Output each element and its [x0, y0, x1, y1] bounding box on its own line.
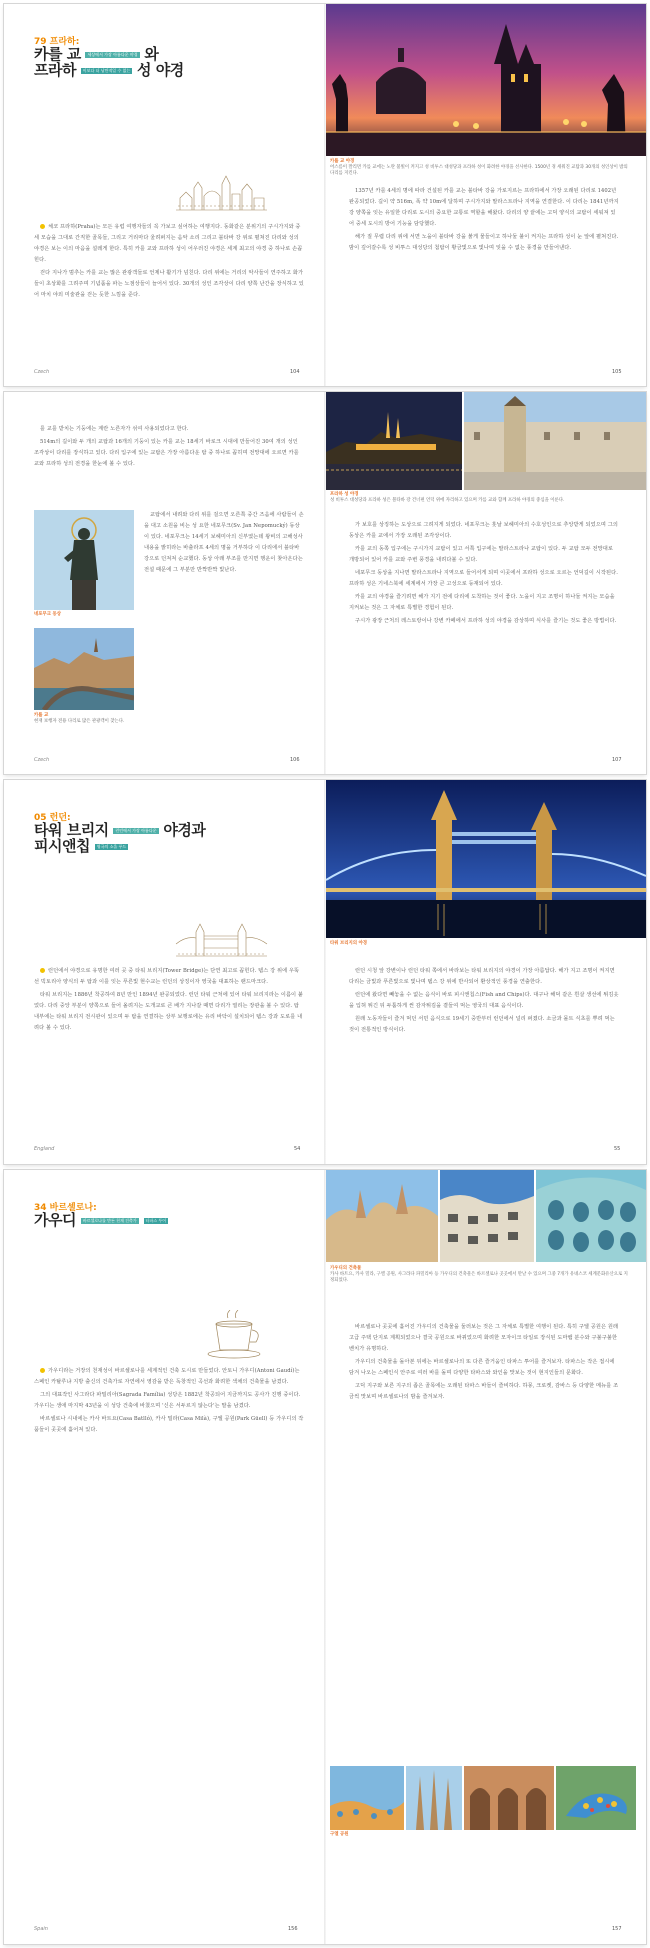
paragraph: 고딕 지구와 보른 지구의 좁은 골목에는 오래된 타파스 바들이 즐비하다. 하몽, 크로켓, 감바스 등 다양한 메뉴를 조금씩 맛보며 바르셀로나의 밤을 즐겨보자.	[349, 1383, 619, 1400]
sagrada-familia-image	[406, 1766, 462, 1830]
coffee-cup-sketch-illustration	[204, 1310, 264, 1360]
paragraph: 1357년 카를 4세의 명에 따라 건설된 카를 교는 블타바 강을 가로지르는 프라하에서 가장 오래된 다리로 1402년 완공되었다. 길이 약 516m, 폭 약 10m에 달하며 구시가지와 말라스트라나 지역을 연결한다. 이 다리는 1841년까지 강 양쪽을 잇는 유일한 다리로 도시의 중요한 교통로 역할을 해왔다. 다리의 양 끝에는 고딕 양식의 교탑이 세워져 있어 중세 도시의 방어 기능을 담당했다.	[349, 188, 619, 227]
spread-london	[4, 780, 646, 1164]
body-text-right	[349, 966, 619, 1142]
castle-night-image	[326, 392, 462, 490]
caption-text: 현재 보행자 전용 다리로 많은 관광객이 찾는다.	[34, 719, 125, 724]
photo-caption	[34, 612, 134, 618]
paragraph: 바르셀로나 시내에는 카사 바트요(Casa Batlló), 카사 밀라(Casa Milà), 구엘 공원(Park Güell) 등 가우디의 작품들이 곳곳에 흩어져 있다.	[34, 1416, 304, 1433]
caption-title: 카를 교	[34, 713, 49, 718]
bridge-day-image	[34, 628, 134, 710]
body-text-left	[34, 966, 304, 1142]
park-guell-bench-image	[330, 1766, 404, 1830]
page-number-right: 105	[612, 369, 622, 375]
paragraph: 그의 대표작인 사그라다 파밀리아(Sagrada Família) 성당은 1882년 착공되어 지금까지도 공사가 진행 중이다. 가우디는 생애 마지막 43년을 이 성당 건축에 바쳤으며 '신은 서두르지 않는다'는 말을 남겼다.	[34, 1392, 301, 1409]
charles-bridge-day-photo	[34, 628, 134, 710]
paragraph: 카를 교의 동쪽 입구에는 구시가지 교탑이 있고 서쪽 입구에는 말라스트라나 교탑이 있다. 두 교탑 모두 전망대로 개방되어 있어 카를 교와 주변 풍경을 내려다볼 수 있다.	[349, 546, 613, 563]
title-tag: 영국의 소울 푸드	[96, 843, 127, 849]
charles-bridge-image	[326, 4, 646, 156]
paragraph: 해가 질 무렵 다리 위에 서면 노을이 블타바 강을 붉게 물들이고 하나둘 불이 켜지는 프라하 성이 눈 앞에 펼쳐진다. 밤이 깊어갈수록 성 비투스 대성당의 첨탑이 황금빛으로 빛나며 잊을 수 없는 풍경을 만들어낸다.	[349, 234, 619, 251]
paragraph: 런던에서 야경으로 유명한 여러 곳 중 타워 브리지(Tower Bridge)는 단연 최고로 꼽힌다. 템스 강 위에 우뚝 선 빅토리아 양식의 두 탑과 이를 잇는 푸른빛 현수교는 런던의 상징이자 영국을 대표하는 랜드마크다.	[34, 968, 300, 985]
photo-caption	[330, 159, 630, 177]
paragraph: 체코 프라하(Praha)는 모든 유럽 여행자들의 꼭 가보고 싶어하는 여행지다. 동화같은 분위기의 구시가지와 중세 모습을 그대로 간직한 골목들, 그리고 거리마다 울려퍼지는 음악 소리 그리고 블타바 강 위로 펼쳐진 다리와 성의 야경은 보는 이의 마음을 설레게 한다. 특히 카를 교와 프라하 성이 어우러진 야경은 세계 최고의 야경 중 하나로 손꼽힌다.	[34, 224, 303, 263]
castle-square-image	[464, 392, 646, 490]
chapter-title: 카를 교 세상에서 가장 아름다운 야경 와 프라하 이보다 더 낭만적일 수 없는 성 야경	[34, 45, 184, 79]
photo-caption	[330, 941, 630, 947]
caption-text: 카사 바트요, 카사 밀라, 구엘 공원, 사그라다 파밀리아 등 가우디의 건축물은 바르셀로나 곳곳에서 만날 수 있으며 그중 7개가 유네스코 세계문화유산으로 지정되었다.	[330, 1272, 628, 1283]
salamander-mosaic-photo	[556, 1766, 636, 1830]
photo-caption	[34, 713, 134, 725]
paragraph: 걷다 지나가 멈추는 카를 교는 많은 관광객들로 언제나 활기가 넘친다. 다리 위에는 거리의 악사들이 연주하고 화가들이 초상화를 그려주며 기념품을 파는 노점상들이 늘어서 있다. 30개의 성인 조각상이 다리 양쪽 난간을 장식하고 있어 마치 야외 미술관을 걷는 듯한 느낌을 준다.	[34, 270, 304, 298]
paragraph: 런던 시청 앞 강변이나 런던 타워 쪽에서 바라보는 타워 브리지의 야경이 가장 아름답다. 해가 지고 조명이 켜지면 다리는 금빛과 푸른빛으로 빛나며 템스 강 위에 반사되어 환상적인 풍경을 연출한다.	[349, 968, 615, 985]
spread-prague-1	[4, 4, 646, 386]
paragraph: 런던에 왔다면 빼놓을 수 없는 음식이 바로 피시앤칩스(Fish and Chips)다. 대구나 해덕 같은 흰살 생선에 튀김옷을 입혀 튀긴 뒤 두툼하게 썬 감자튀김을 곁들여 먹는 영국의 대표 음식이다.	[349, 992, 619, 1009]
paragraph: 가우디라는 거장의 천재성이 바르셀로나를 세계적인 건축 도시로 만들었다. 안토니 가우디(Antoni Gaudí)는 스페인 카탈루냐 지방 출신의 건축가로 자연에서 영감을 받은 독창적인 곡선과 화려한 색채의 건축물을 남겼다.	[34, 1368, 300, 1385]
title-tag: 타파스 투어	[145, 1217, 167, 1223]
page-gutter	[324, 1170, 326, 1944]
spread-barcelona	[4, 1170, 646, 1944]
park-guell-bench-photo	[330, 1766, 404, 1830]
tower-bridge-image	[326, 780, 646, 938]
title-tag: 런던에서 가장 아름다운	[115, 827, 157, 833]
folio-country: Spain	[34, 1926, 48, 1932]
paragraph: 교탑에서 내려와 다리 위를 걸으면 오른쪽 중간 즈음에 사람들이 손을 대고 소원을 비는 성 요한 네포무크(Sv. Jan Nepomucký) 동상이 있다. 네포무크는 14세기 보헤미아의 신부였는데 왕비의 고해성사 내용을 밝히라는 바츨라프 4세의 명을 거부하다 이 다리에서 블타바 강으로 던져져 순교했다. 동상 아래 부조를 만지면 행운이 찾아온다는 전설 때문에 그 부분만 반짝반짝 빛난다.	[144, 512, 304, 573]
page-number-right: 107	[612, 757, 622, 763]
caption-text: 성 비투스 대성당과 프라하 성은 블타바 강 건너편 언덕 위에 자리하고 있으며 카를 교와 함께 프라하 야경의 중심을 이룬다.	[330, 498, 565, 503]
nepomuk-statue-photo	[34, 510, 134, 610]
paragraph: 를 교를 받치는 기둥에는 계란 노른자가 섞여 사용되었다고 한다.	[40, 426, 189, 432]
paragraph: 타워 브리지는 1886년 착공하여 8년 만인 1894년 완공되었다. 런던 타워 근처에 있어 타워 브리지라는 이름이 붙었다. 다리 중앙 부분이 양쪽으로 들어 올려지는 도개교로 큰 배가 지나갈 때면 다리가 열리는 장관을 볼 수 있다. 탑 내부에는 타워 브리지 전시관이 있으며 두 탑을 연결하는 상부 보행로에는 유리 바닥이 설치되어 템스 강과 도로를 내려다 볼 수 있다.	[34, 992, 304, 1031]
body-text-right	[349, 520, 619, 748]
paragraph: 가 보호를 상징하는 도상으로 그려지게 되었다. 네포무크는 훗날 보헤미아의 수호성인으로 추앙받게 되었으며 그의 동상은 카를 교에서 가장 오래된 조각상이다.	[349, 522, 618, 539]
sagrada-familia-photo	[406, 1766, 462, 1830]
mosaic-arches-image	[464, 1766, 554, 1830]
paragraph: 바르셀로나 곳곳에 흩어진 가우디의 건축물을 둘러보는 것은 그 자체로 특별한 여행이 된다. 특히 구엘 공원은 원래 고급 주택 단지로 계획되었으나 결국 공원으로 바뀌었으며 화려한 모자이크 타일로 장식된 도마뱀 분수와 구불구불한 벤치가 유명하다.	[349, 1324, 619, 1352]
tower-bridge-sketch-illustration	[174, 920, 269, 960]
castle-square-photo	[464, 392, 646, 490]
casa-batllo-photo	[536, 1170, 646, 1262]
title-tag: 바르셀로나를 만든 천재 건축가	[82, 1217, 137, 1223]
folio-country: Czech	[34, 369, 50, 375]
paragraph: 가우디의 건축물을 돌아본 뒤에는 바르셀로나의 또 다른 즐거움인 타파스 투어를 즐겨보자. 타파스는 작은 접시에 담겨 나오는 스페인식 안주로 여러 바를 돌며 다양한 타파스와 와인을 맛보는 것이 현지인들의 문화다.	[349, 1359, 615, 1376]
caption-title: 카를 교 야경	[330, 159, 355, 164]
title-tag: 세상에서 가장 아름다운 야경	[87, 51, 138, 57]
folio-country: England	[34, 1146, 55, 1152]
tower-bridge-night-photo	[326, 780, 646, 938]
paragraph: 구시가 광장 근처의 레스토랑이나 강변 카페에서 프라하 성의 야경을 감상하며 식사를 즐기는 것도 좋은 방법이다.	[355, 618, 617, 624]
statue-image	[34, 510, 134, 610]
body-text-left-column	[144, 510, 304, 742]
chapter-number: 34 바르셀로나:	[34, 1203, 97, 1213]
body-text-left	[34, 1366, 304, 1926]
page-number-left: 54	[294, 1146, 301, 1152]
chapter-number: 79 프라하:	[34, 37, 80, 47]
caption-title: 프라하 성 야경	[330, 492, 359, 497]
title-tag: 이보다 더 낭만적일 수 없는	[82, 67, 131, 73]
bullet-icon	[40, 968, 45, 973]
casa-batllo-image	[536, 1170, 646, 1262]
gaudi-rooftop-photo	[326, 1170, 438, 1262]
paragraph: 카를 교의 야경을 즐기려면 해가 지기 전에 다리에 도착하는 것이 좋다. 노을이 지고 조명이 하나둘 켜지는 모습을 지켜보는 것은 그 자체로 특별한 경험이 된다.	[349, 594, 615, 611]
bullet-icon	[40, 1368, 45, 1373]
caption-title: 구엘 공원	[330, 1832, 349, 1837]
body-text-right	[349, 1322, 619, 1662]
caption-text: 어스름이 깔리면 카를 교에는 노란 불빛이 켜지고 성 비투스 대성당과 프라하 성이 화려한 야경을 선사한다. 1500년 경 세워진 교탑과 30개의 성인상이 밤의 다리를 지킨다.	[330, 165, 628, 176]
chapter-number: 05 런던:	[34, 813, 71, 823]
bullet-icon	[40, 224, 45, 229]
chapter-title: 가우디 바르셀로나를 만든 천재 건축가 타파스 투어	[34, 1211, 167, 1229]
rooftop-image	[326, 1170, 438, 1262]
casa-mila-photo	[440, 1170, 534, 1262]
page-number-left: 104	[290, 369, 300, 375]
page-number-left: 106	[290, 757, 300, 763]
body-text-left-top	[34, 424, 304, 502]
prague-castle-night-photo	[326, 392, 462, 490]
page-number-right: 157	[612, 1926, 622, 1932]
body-text-right	[349, 186, 619, 368]
page-number-left: 156	[288, 1926, 298, 1932]
paragraph: 네포무크 동상을 지나면 말라스트라나 지역으로 들어서게 되며 이곳에서 프라하 성으로 오르는 언덕길이 시작된다. 프라하 성은 기네스북에 세계에서 가장 큰 고성으로 등재되어 있다.	[349, 570, 618, 587]
caption-title: 가우디의 건축물	[330, 1266, 362, 1271]
photo-caption	[330, 492, 630, 504]
city-sketch-illustration	[174, 174, 269, 214]
paragraph: 514m의 길이와 두 개의 교탑과 16개의 기둥이 있는 카를 교는 18세기 바로크 시대에 만들어진 30여 개의 성인 조각상이 다리를 장식하고 있다. 다리 입구에 있는 교탑은 가장 아름다운 탑 중 하나로 꼽히며 전망대에 오르면 카를 교와 프라하 성의 전경을 한눈에 볼 수 있다.	[34, 439, 299, 467]
folio-country: Czech	[34, 757, 50, 763]
caption-title: 타워 브리지의 야경	[330, 941, 367, 946]
casa-mila-image	[440, 1170, 534, 1262]
caption-title: 네포무크 동상	[34, 612, 61, 617]
charles-bridge-night-photo	[326, 4, 646, 156]
photo-caption	[330, 1266, 630, 1284]
photo-caption	[330, 1832, 630, 1838]
salamander-image	[556, 1766, 636, 1830]
page-number-right: 55	[614, 1146, 621, 1152]
spread-prague-2	[4, 392, 646, 774]
mosaic-arches-photo	[464, 1766, 554, 1830]
paragraph: 원래 노동자들이 즐겨 먹던 서민 음식으로 19세기 중반부터 런던에서 널리 퍼졌다. 소금과 몰트 식초를 뿌려 먹는 것이 전통적인 방식이다.	[349, 1016, 615, 1033]
body-text-left	[34, 222, 304, 367]
chapter-title: 타워 브리지 런던에서 가장 아름다운 야경과 피시앤칩 영국의 소울 푸드	[34, 821, 206, 855]
